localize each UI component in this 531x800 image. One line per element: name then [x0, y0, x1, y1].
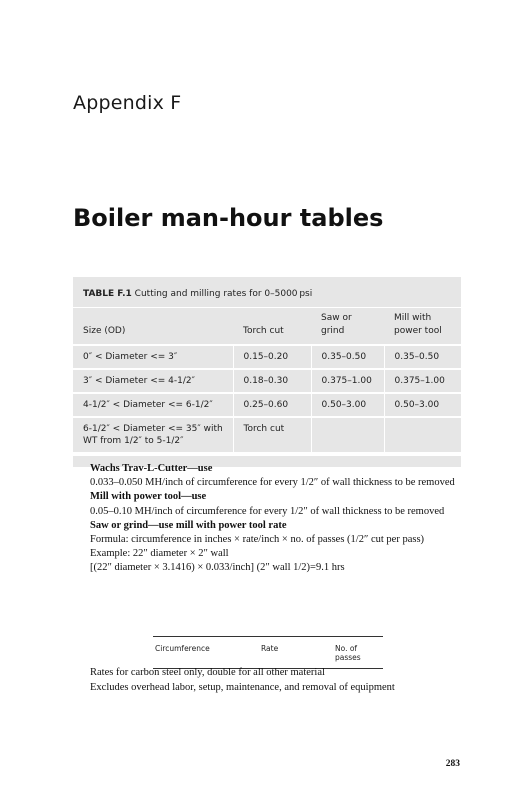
page-number: 283: [445, 759, 460, 769]
legend-rate: Rate: [261, 644, 279, 653]
example-line: Example: 22″ diameter × 2″ wall: [90, 548, 229, 560]
legend-passes: No. of passes: [335, 644, 361, 662]
table-cell: 0″ < Diameter <= 3″: [73, 345, 233, 369]
paragraph-trav-l-cutter: 0.033–0.050 MH/inch of circumference for every 1/2″ of wall thickness to be removed: [90, 477, 455, 489]
section-heading-saw-or-grind: Saw or grind—use mill with power tool rate: [90, 519, 287, 531]
rates-table: [73, 307, 461, 454]
table-cell: [311, 417, 384, 453]
table-cell: 0.35–0.50: [311, 345, 384, 369]
table-cell: Torch cut: [233, 417, 311, 453]
notes: [73, 665, 464, 695]
table-cell: 0.375–1.00: [384, 369, 461, 393]
table-cell: 4-1/2″ < Diameter <= 6-1/2″: [73, 393, 233, 417]
table-cell: 0.15–0.20: [233, 345, 311, 369]
table-row: [73, 369, 461, 393]
column-header-size: Size (OD): [73, 308, 233, 346]
calculation-line: [(22″ diameter × 3.1416) × 0.033/inch] (2″ wall 1/2)=9.1 hrs: [90, 562, 345, 574]
table-title: Cutting and milling rates for 0–5000 psi: [134, 289, 313, 299]
table-label: TABLE F.1: [83, 289, 132, 299]
note-carbon-steel: Rates for carbon steel only, double for all other material: [90, 667, 325, 678]
table-cell: [384, 417, 461, 453]
table-cell: 3″ < Diameter <= 4-1/2″: [73, 369, 233, 393]
chapter-title: Boiler man-hour tables: [73, 204, 384, 232]
table-cell: 0.25–0.60: [233, 393, 311, 417]
table-f1: [73, 277, 461, 467]
note-excludes: Excludes overhead labor, setup, maintenance, and removal of equipment: [90, 682, 395, 693]
table-row: [73, 393, 461, 417]
table-cell: 0.50–3.00: [311, 393, 384, 417]
legend-circumference: Circumference: [155, 644, 210, 653]
column-header-torch-cut: Torch cut: [233, 308, 311, 346]
table-cell: 6-1/2″ < Diameter <= 35″ with WT from 1/2″ to 5-1/2″: [73, 417, 233, 453]
table-cell: 0.35–0.50: [384, 345, 461, 369]
appendix-label: Appendix F: [73, 92, 182, 114]
formula-line: Formula: circumference in inches × rate/inch × no. of passes (1/2″ cut per pass): [90, 534, 425, 546]
column-header-mill: Mill with power tool: [384, 308, 461, 346]
table-row: [73, 417, 461, 453]
paragraph-mill: 0.05–0.10 MH/inch of circumference for every 1/2″ of wall thickness to be removed: [90, 505, 445, 517]
table-cell: 0.375–1.00: [311, 369, 384, 393]
table-cell: 0.18–0.30: [233, 369, 311, 393]
section-heading-mill: Mill with power tool—use: [90, 491, 207, 503]
section-heading-trav-l-cutter: Wachs Trav-L-Cutter—use: [90, 463, 213, 474]
table-caption: [73, 277, 461, 307]
table-row: [73, 345, 461, 369]
column-header-saw-or-grind: Saw or grind: [311, 308, 384, 346]
table-cell: 0.50–3.00: [384, 393, 461, 417]
table-header-row: [73, 308, 461, 346]
body-text: [73, 462, 464, 576]
